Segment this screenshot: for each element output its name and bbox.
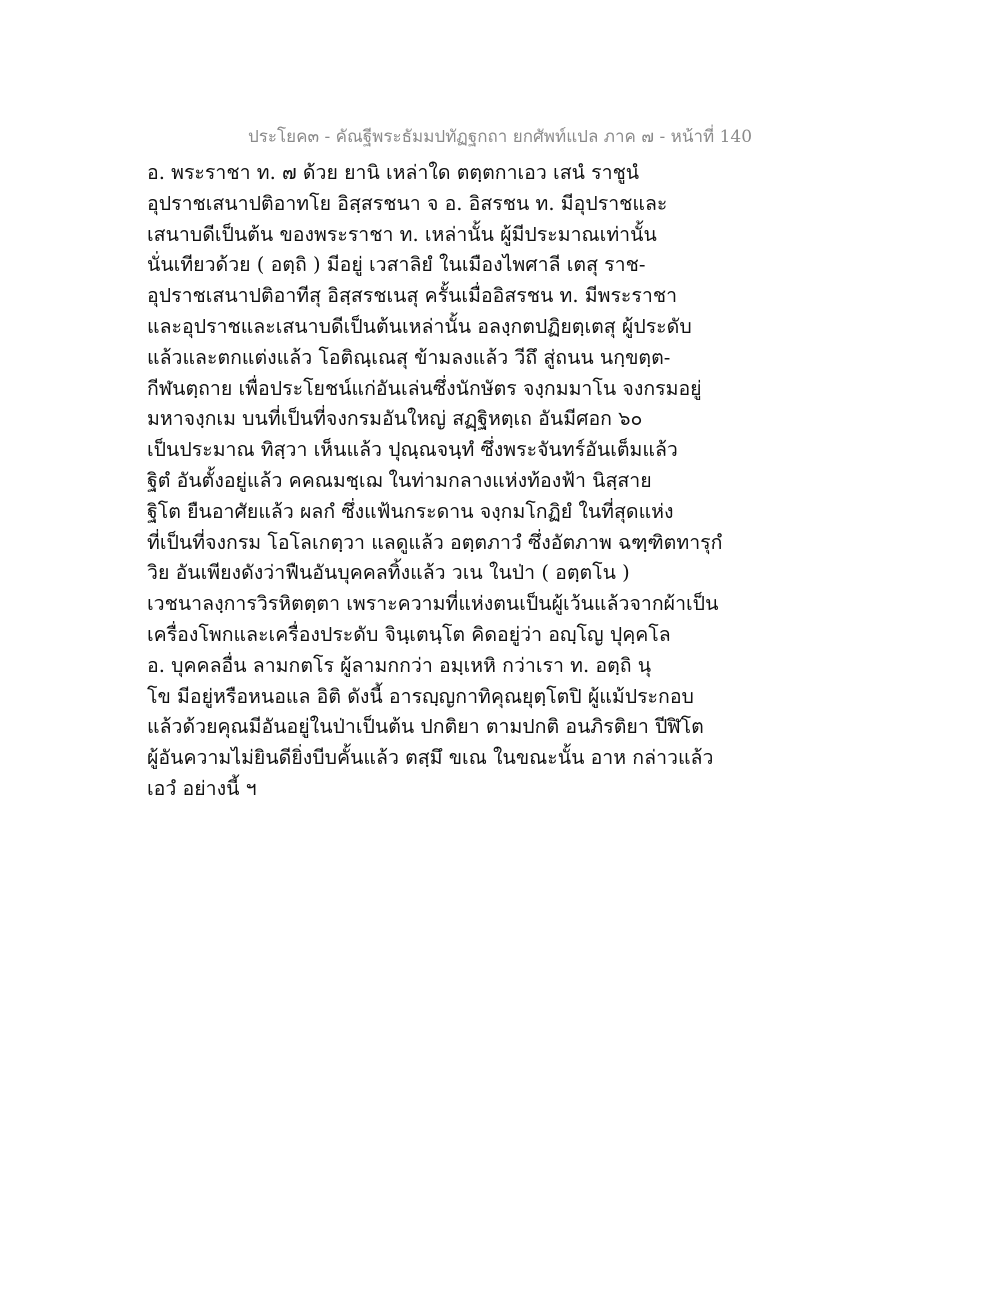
text-line: อ. บุคคลอื่น ลามกตโร ผู้ลามกกว่า อมฺเหหิ กว่าเรา ท. อตฺถิ นุ	[147, 653, 652, 677]
text-line: โข มีอยู่หรือหนอแล อิติ ดังนี้ อารญฺญกาทิคุณยุตฺโตปิ ผู้แม้ประกอบ	[147, 684, 694, 708]
text-line: อุปราชเสนาปติอาทีสุ อิสฺสรชเนสุ ครั้นเมื่ออิสรชน ท. มีพระราชา	[147, 284, 678, 308]
text-line: แล้วด้วยคุณมีอันอยู่ในป่าเป็นต้น ปกติยา ตามปกติ อนภิรติยา ปีฬิโต	[147, 715, 704, 739]
text-line: ที่เป็นที่จงกรม โอโลเกตฺวา แลดูแล้ว อตฺตภาวํ ซึ่งอัตภาพ ฉฑฺฑิตทารุกํ	[147, 530, 723, 554]
text-line: เสนาบดีเป็นต้น ของพระราชา ท. เหล่านั้น ผู้มีประมาณเท่านั้น	[147, 222, 657, 246]
text-line: เป็นประมาณ ทิสฺวา เห็นแล้ว ปุณฺณจนฺทํ ซึ่งพระจันทร์อันเต็มแล้ว	[147, 438, 678, 462]
text-line: ผู้อันความไม่ยินดียิ่งบีบคั้นแล้ว ตสฺมึ ขเณ ในขณะนั้น อาห กล่าวแล้ว	[147, 746, 714, 770]
text-line: วิย อันเพียงดังว่าฟืนอันบุคคลทิ้งแล้ว วเน ในป่า ( อตฺตโน )	[147, 561, 630, 585]
text-line: ฐิโต ยืนอาศัยแล้ว ผลกํ ซึ่งแฟ้นกระดาน จงฺกมโกฏิยํ ในที่สุดแห่ง	[147, 499, 674, 523]
text-line: ฐิตํ อันตั้งอยู่แล้ว คคณมชฺเฌ ในท่ามกลางแห่งท้องฟ้า นิสฺสาย	[147, 468, 652, 492]
text-line: เอวํ อย่างนี้ ฯ	[147, 776, 257, 800]
text-line: กีฬนตฺถาย เพื่อประโยชน์แก่อันเล่นซึ่งนักษัตร จงฺกมมาโน จงกรมอยู่	[147, 376, 702, 400]
text-line: อุปราชเสนาปติอาทโย อิสฺสรชนา จ อ. อิสรชน ท. มีอุปราชและ	[147, 191, 668, 215]
text-line: และอุปราชและเสนาบดีเป็นต้นเหล่านั้น อลงฺกตปฏิยตฺเตสุ ผู้ประดับ	[147, 314, 692, 338]
body-text	[147, 158, 867, 805]
running-header: ประโยค๓ - คัณฐีพระธัมมปทัฏฐกถา ยกศัพท์แปล ภาค ๗ - หน้าที่ 140	[247, 127, 753, 147]
text-line: มหาจงฺกเม บนที่เป็นที่จงกรมอันใหญ่ สฏฺฐิหตฺเถ อันมีศอก ๖๐	[147, 407, 643, 431]
text-line: เครื่องโพกและเครื่องประดับ จินฺเตนฺโต คิดอยู่ว่า อญฺโญ ปุคฺคโล	[147, 622, 671, 646]
text-line: นั่นเทียวด้วย ( อตฺถิ ) มีอยู่ เวสาลิยํ ในเมืองไพศาลี เตสุ ราช-	[147, 253, 646, 277]
text-line: เวชนาลงฺการวิรหิตตฺตา เพราะความที่แห่งตนเป็นผู้เว้นแล้วจากผ้าเป็น	[147, 592, 719, 616]
text-line: อ. พระราชา ท. ๗ ด้วย ยานิ เหล่าใด ตตฺตกาเอว เสนํ ราชูนํ	[147, 161, 640, 184]
text-line: แล้วและตกแต่งแล้ว โอติณฺเณสุ ข้ามลงแล้ว วีถึ สู่ถนน นกฺขตฺต-	[147, 345, 671, 369]
